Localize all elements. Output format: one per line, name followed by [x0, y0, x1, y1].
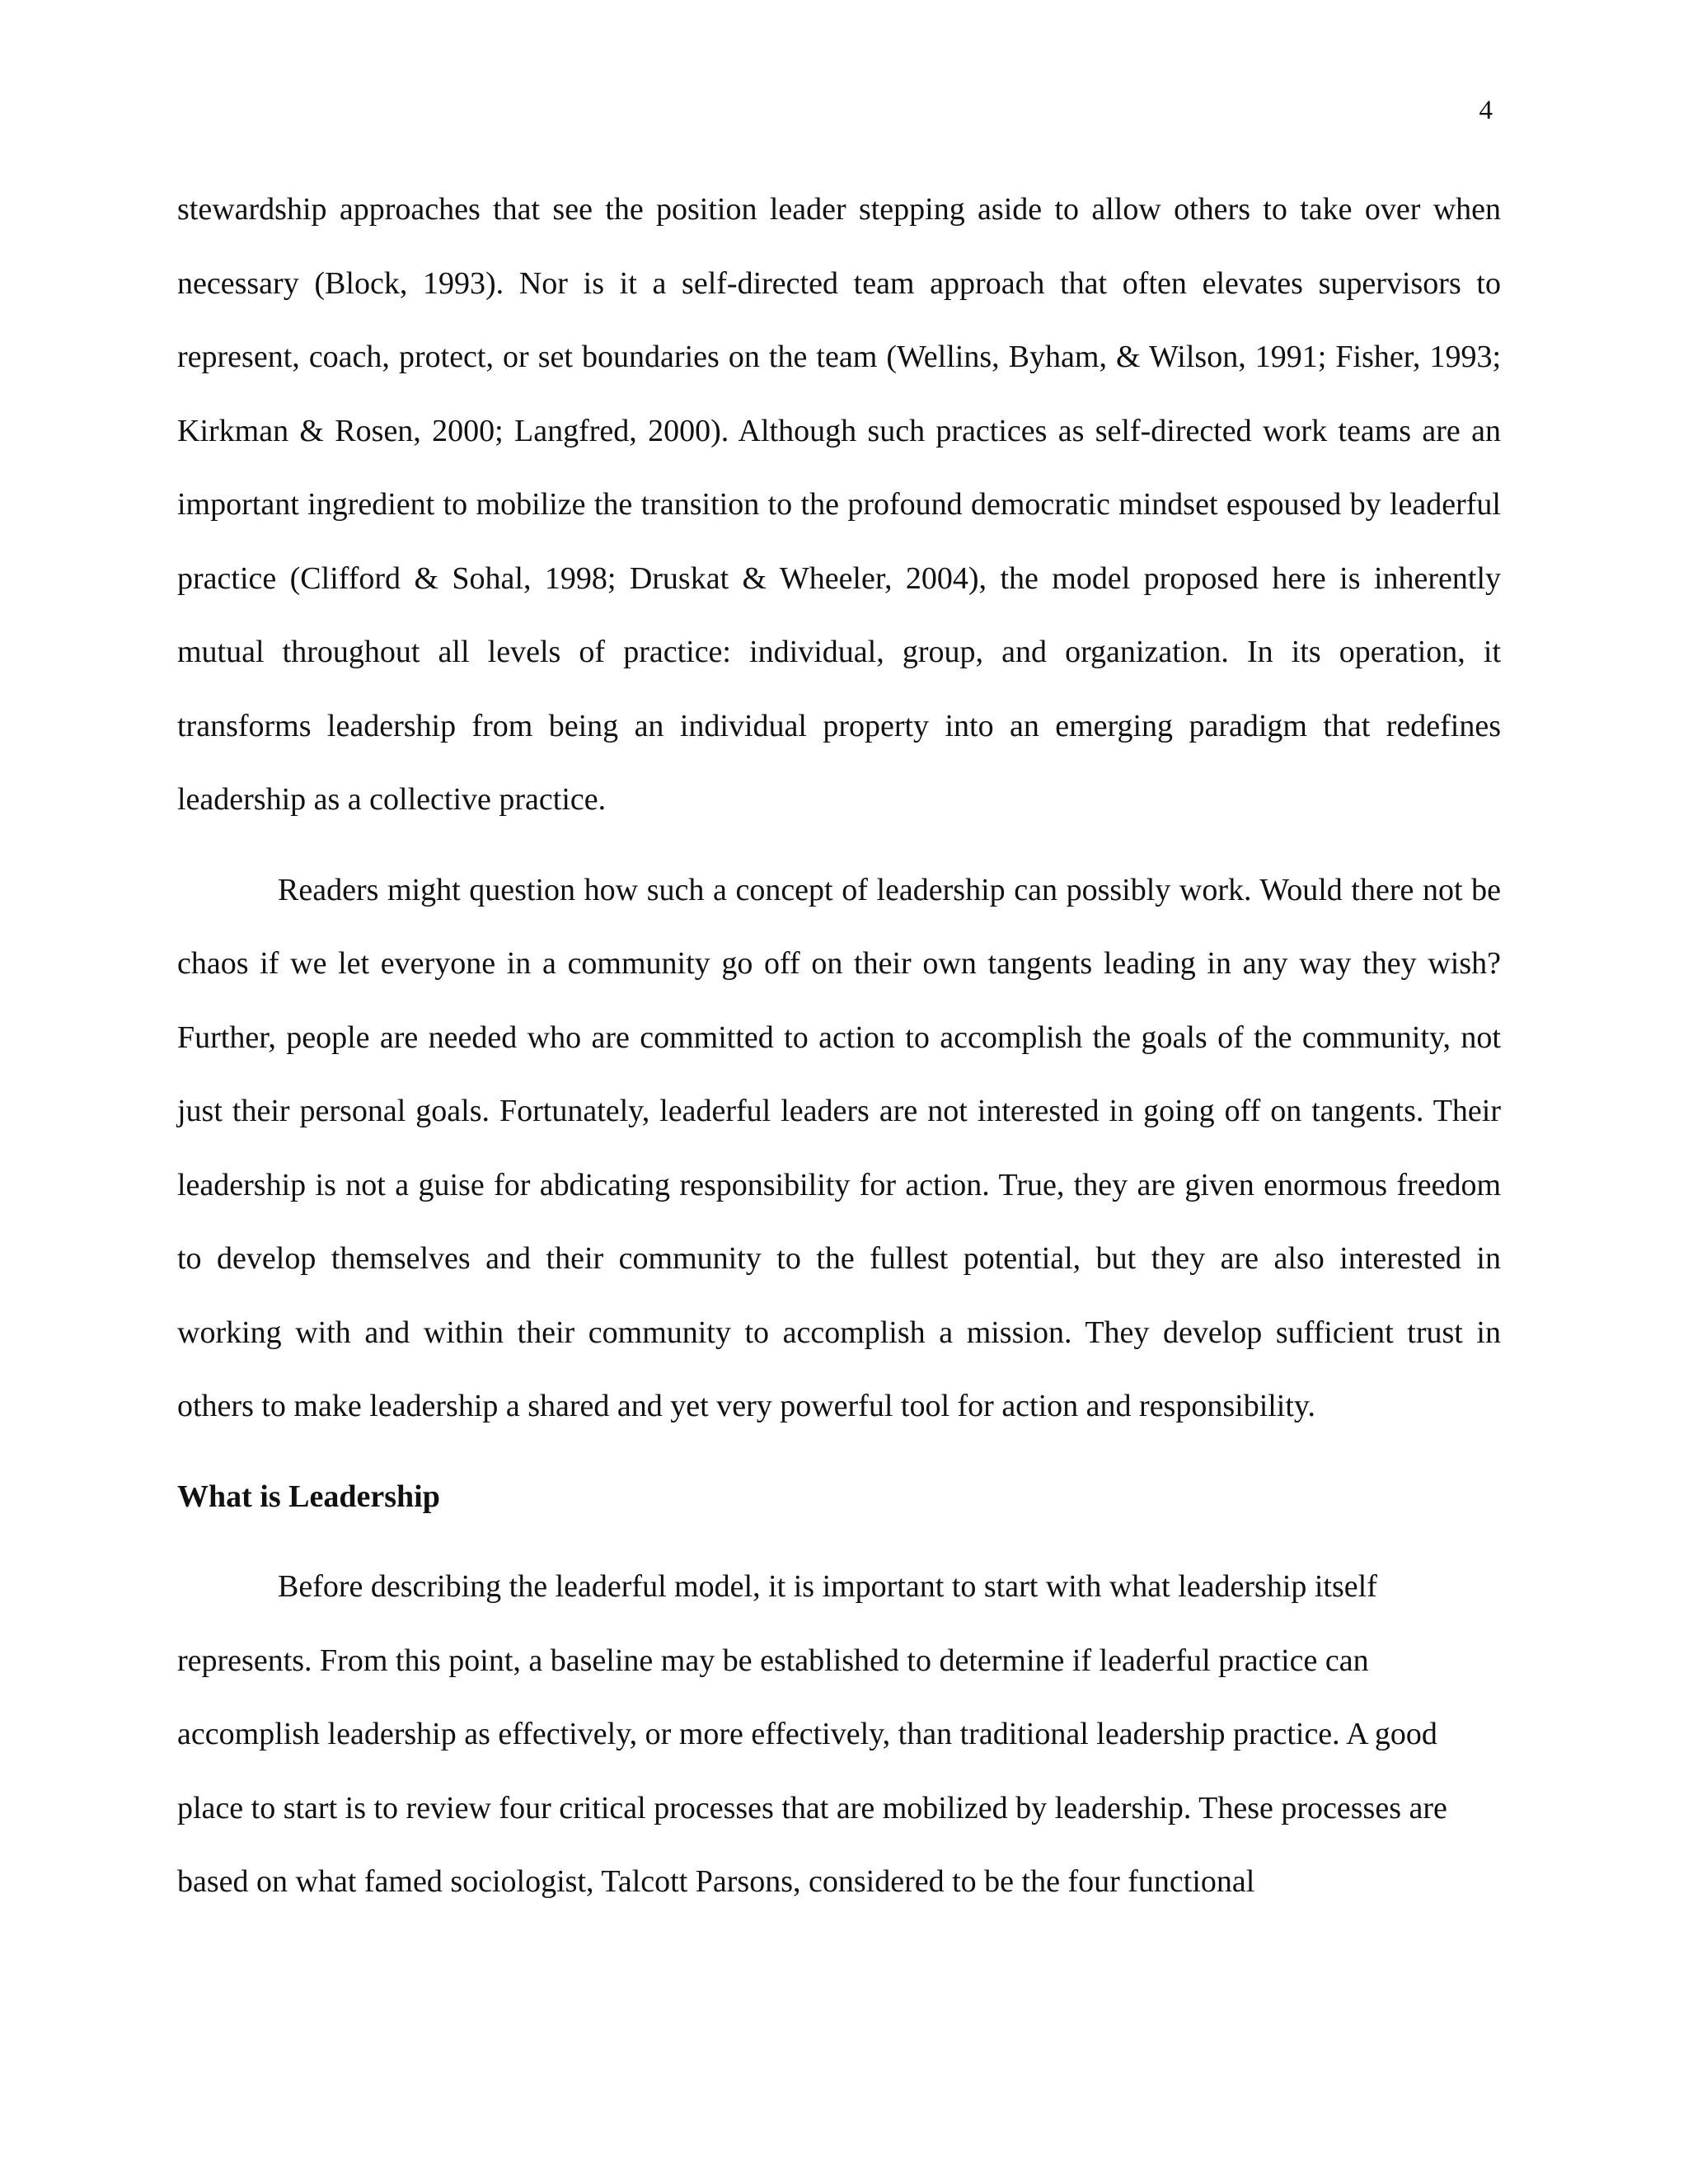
paragraph-continuation: stewardship approaches that see the position leader stepping aside to allow others to take over when necessary (Block, 1993). Nor is it a self-directed team approach that often elevates supervisors to represent, coach, protect, or set boundaries on the team (Wellins, Byham, & Wilson, 1991; Fisher, 1993; Kirkman & Rosen, 2000; Langfred, 2000). Although such practices as self-directed work teams are an important ingredient to mobilize the transition to the profound democratic mindset espoused by leaderful practice (Clifford & Sohal, 1998; Druskat & Wheeler, 2004), the model proposed here is inherently mutual throughout all levels of practice: individual, group, and organization. In its operation, it transforms leadership from being an individual property into an emerging paradigm that redefines leadership as a collective practice.: [177, 192, 1501, 817]
paragraph-readers-question: Readers might question how such a concept of leadership can possibly work. Would there not be chaos if we let everyone in a community go off on their own tangents leading in any way they wish? Further, people are needed who are committed to action to accomplish the goals of the community, not just their personal goals. Fortunately, leaderful leaders are not interested in going off on tangents. Their leadership is not a guise for abdicating responsibility for action. True, they are given enormous freedom to develop themselves and their community to the fullest potential, but they are also interested in working with and within their community to accomplish a mission. They develop sufficient trust in others to make leadership a shared and yet very powerful tool for action and responsibility.: [177, 872, 1501, 1423]
paragraph-leadership-definition: Before describing the leaderful model, it is important to start with what leadership itself represents. From this point, a baseline may be established to determine if leaderful practice can accomplish leadership as effectively, or more effectively, than traditional leadership practice. A good place to start is to review four critical processes that are mobilized by leadership. These processes are based on what famed sociologist, Talcott Parsons, considered to be the four functional: [177, 1569, 1447, 1899]
page-number: 4: [1479, 96, 1493, 125]
section-heading: What is Leadership: [177, 1479, 440, 1514]
document-body: [177, 173, 1501, 1919]
